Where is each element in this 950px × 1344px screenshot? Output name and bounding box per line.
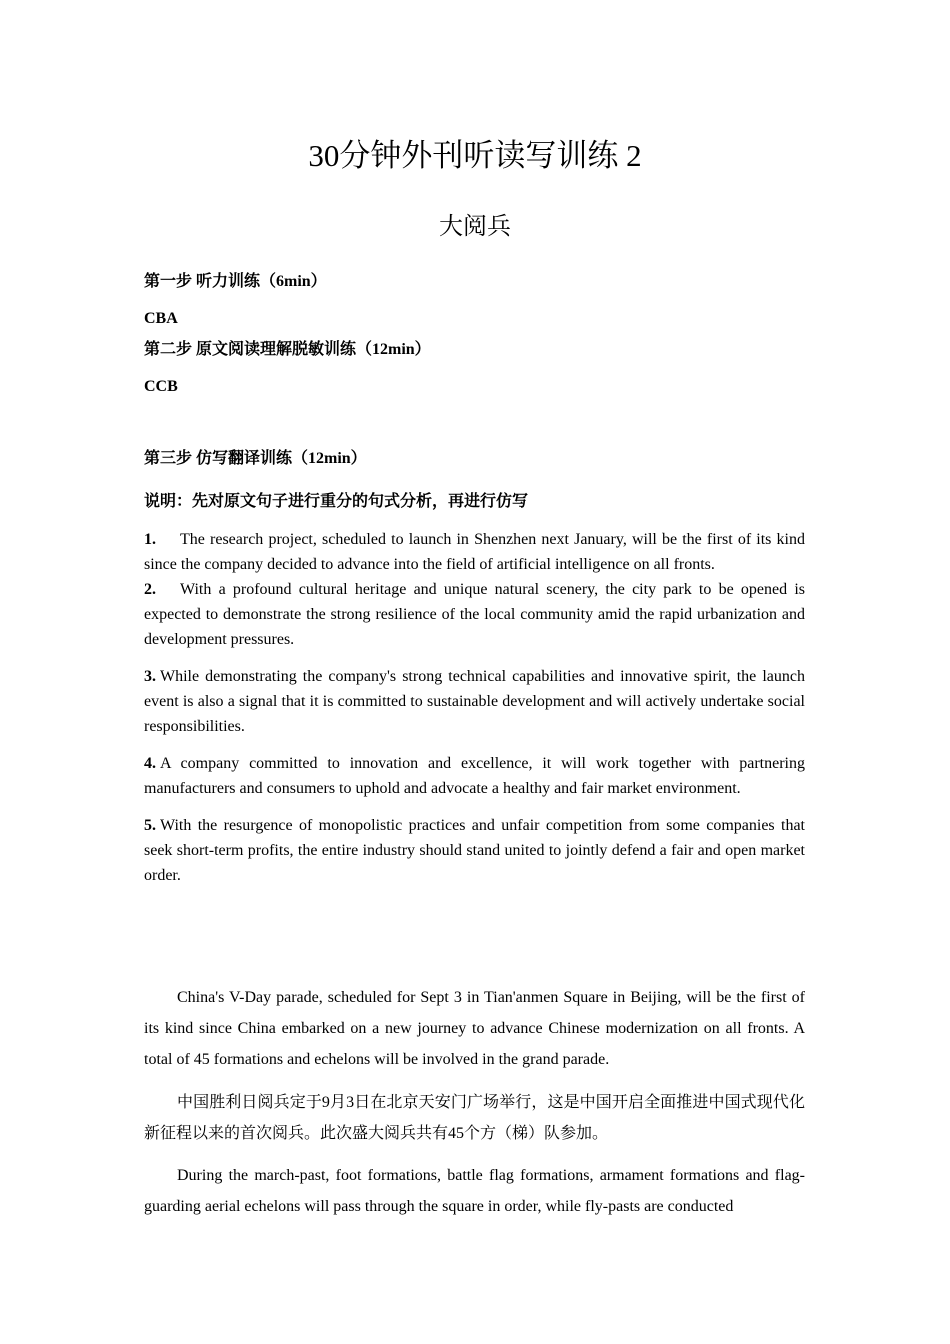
step1-heading: 第一步 听力训练（6min） — [144, 273, 327, 290]
item-number: 3. — [144, 668, 156, 685]
item-number: 2. — [144, 581, 156, 598]
step3-heading: 第三步 仿写翻译训练（12min） — [144, 450, 367, 467]
item-text: The research project, scheduled to launch in Shenzhen next January, will be the first of its kind since the company decided to advance into the field of artificial intelligence on all fronts. — [144, 531, 805, 573]
list-item — [144, 527, 805, 577]
item-number: 1. — [144, 531, 156, 548]
item-text: With the resurgence of monopolistic practices and unfair competition from some companies that seek short-term profits, the entire industry should stand united to jointly defend a fair and open market order. — [144, 817, 805, 884]
document-subtitle: 大阅兵 — [439, 214, 511, 240]
step2-heading: 第二步 原文阅读理解脱敏训练（12min） — [144, 341, 431, 358]
step2-answer: CCB — [144, 378, 178, 395]
list-item — [144, 813, 805, 888]
item-number: 5. — [144, 817, 156, 834]
document-title: 30分钟外刊听读写训练 2 — [308, 138, 642, 173]
item-text: A company committed to innovation and excellence, it will work together with partnering manufacturers and consumers to uphold and advocate a healthy and fair market environment. — [144, 755, 805, 797]
step1-answer: CBA — [144, 310, 178, 327]
step3-note: 说明：先对原文句子进行重分的句式分析，再进行仿写 — [144, 493, 529, 510]
list-item — [144, 751, 805, 801]
passage-paragraph: China's V-Day parade, scheduled for Sept 3 in Tian'anmen Square in Beijing, will be the first of its kind since China embarked on a new journey to advance Chinese modernization on all fronts. A total of 45 formations and echelons will be involved in the grand parade. — [144, 989, 805, 1068]
passage-paragraph: During the march-past, foot formations, battle flag formations, armament formations and flag-guarding aerial echelons will pass through the square in order, while fly-pasts are conducted — [144, 1167, 805, 1215]
item-text: With a profound cultural heritage and unique natural scenery, the city park to be opened is expected to demonstrate the strong resilience of the local community amid the rapid urbanization and development pressures. — [144, 581, 805, 648]
item-text: While demonstrating the company's strong technical capabilities and innovative spirit, the launch event is also a signal that it is committed to sustainable development and will actively undertake social responsibilities. — [144, 668, 805, 735]
list-item — [144, 577, 805, 652]
passage-paragraph-chinese: 中国胜利日阅兵定于9月3日在北京天安门广场举行，这是中国开启全面推进中国式现代化新征程以来的首次阅兵。此次盛大阅兵共有45个方（梯）队参加。 — [144, 1094, 805, 1142]
list-item — [144, 664, 805, 739]
item-number: 4. — [144, 755, 156, 772]
